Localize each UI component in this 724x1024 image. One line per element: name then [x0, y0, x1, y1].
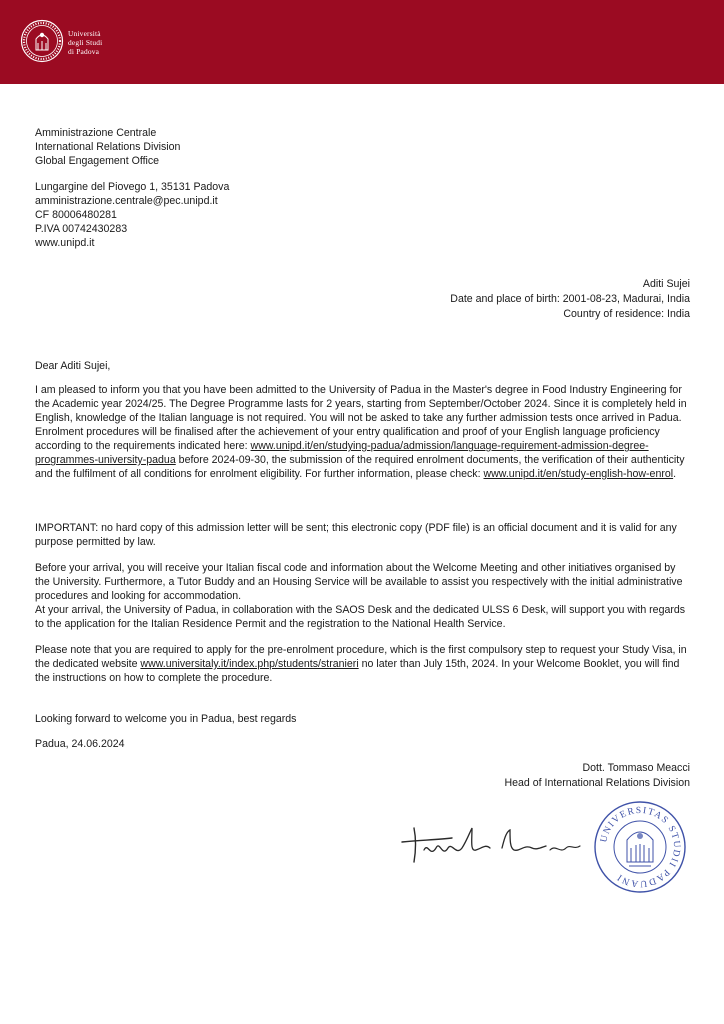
letterhead-banner — [0, 0, 724, 84]
enrolment-text-b: before 2024-09-30, the submission of the required enrolment documents, the verification of their authenticity and the fulfilment of all conditions for enrolment eligibility. For further information, please check: — [35, 454, 685, 480]
sender-line: Amministrazione Centrale — [35, 127, 157, 139]
sender-office — [35, 126, 180, 168]
important-paragraph: IMPORTANT: no hard copy of this admission letter will be sent; this electronic copy (PDF file) is an official document and it is valid for any purpose permitted by law. — [35, 522, 677, 548]
at-arrival-text: At your arrival, the University of Padua, in collaboration with the SAOS Desk and the dedicated ULSS 6 Desk, will support you with regards to the application for the Italian Residence Permit and the registration to the National Health Service. — [35, 604, 686, 630]
admission-text: I am pleased to inform you that you have been admitted to the University of Padua in the Master's degree in Food Industry Engineering for the Academic year 2024/25. The Degree Programme lasts for 2 years, starting from September/October 2024. Since it is completely held in English, knowledge of the Italian language is not required. You will not be asked to take any further admission tests once arrived in Padua. — [35, 384, 687, 424]
sender-line: International Relations Division — [35, 141, 181, 153]
official-stamp-icon — [593, 800, 687, 894]
universitaly-link[interactable]: www.universitaly.it/index.php/students/stranieri — [140, 658, 359, 670]
recipient-residence: Country of residence: India — [563, 308, 690, 320]
admission-paragraph — [35, 383, 690, 481]
address-line: Lungargine del Piovego 1, 35131 Padova — [35, 181, 230, 193]
recipient-name: Aditi Sujei — [642, 278, 690, 290]
arrival-paragraph — [35, 561, 690, 631]
sender-line: Global Engagement Office — [35, 155, 160, 167]
recipient-birth: Date and place of birth: 2001-08-23, Madurai, India — [450, 293, 690, 305]
website: www.unipd.it — [35, 237, 95, 249]
enrolment-text — [35, 425, 690, 481]
vat-number: P.IVA 00742430283 — [35, 223, 128, 235]
signatory-block — [505, 761, 691, 791]
signatory-title: Head of International Relations Division — [504, 777, 690, 789]
recipient-block — [450, 277, 690, 322]
enrolment-text-c: . — [673, 468, 677, 480]
wordmark-line-3: di Padova — [68, 47, 100, 56]
visa-paragraph — [35, 643, 690, 685]
university-seal-icon — [20, 19, 64, 63]
visa-text — [35, 643, 690, 685]
wordmark-line-1: Università — [68, 29, 101, 38]
visa-text-b: no later than July 15th, 2024. In your Welcome Booklet, you will find the instructions on how to complete the procedure. — [35, 658, 680, 684]
email-address: amministrazione.centrale@pec.unipd.it — [35, 195, 218, 207]
language-requirement-link[interactable]: www.unipd.it/en/studying-padua/admission/language-requirement-admission-degree-programmes-university-padua — [35, 440, 649, 466]
seal-text: UNIVERSITAS STUDII PADUANI — [599, 805, 682, 889]
visa-text-a: Please note that you are required to apply for the pre-enrolment procedure, which is the first compulsory step to request your Study Visa, in the dedicated website — [35, 644, 687, 670]
how-enrol-link[interactable]: www.unipd.it/en/study-english-how-enrol — [483, 468, 674, 480]
university-wordmark — [68, 29, 102, 56]
place-date: Padua, 24.06.2024 — [35, 738, 125, 750]
enrolment-text-a: Enrolment procedures will be finalised after the achievement of your entry qualification and proof of your English language proficiency according to the requirements indicated here: — [35, 426, 660, 452]
fiscal-code: CF 80006480281 — [35, 209, 117, 221]
salutation: Dear Aditi Sujei, — [35, 360, 111, 372]
before-arrival-text: Before your arrival, you will receive your Italian fiscal code and information about the Welcome Meeting and other initiatives organised by the University. Furthermore, a Tutor Buddy and an Housing Service will be available to assist you respectively with the initial administrative procedures and looking for accommodation. — [35, 562, 683, 602]
closing-line: Looking forward to welcome you in Padua, best regards — [35, 713, 297, 725]
signatory-name: Dott. Tommaso Meacci — [582, 762, 690, 774]
sender-address — [35, 180, 229, 250]
handwritten-signature-icon — [400, 818, 584, 868]
wordmark-line-2: degli Studi — [68, 38, 103, 47]
